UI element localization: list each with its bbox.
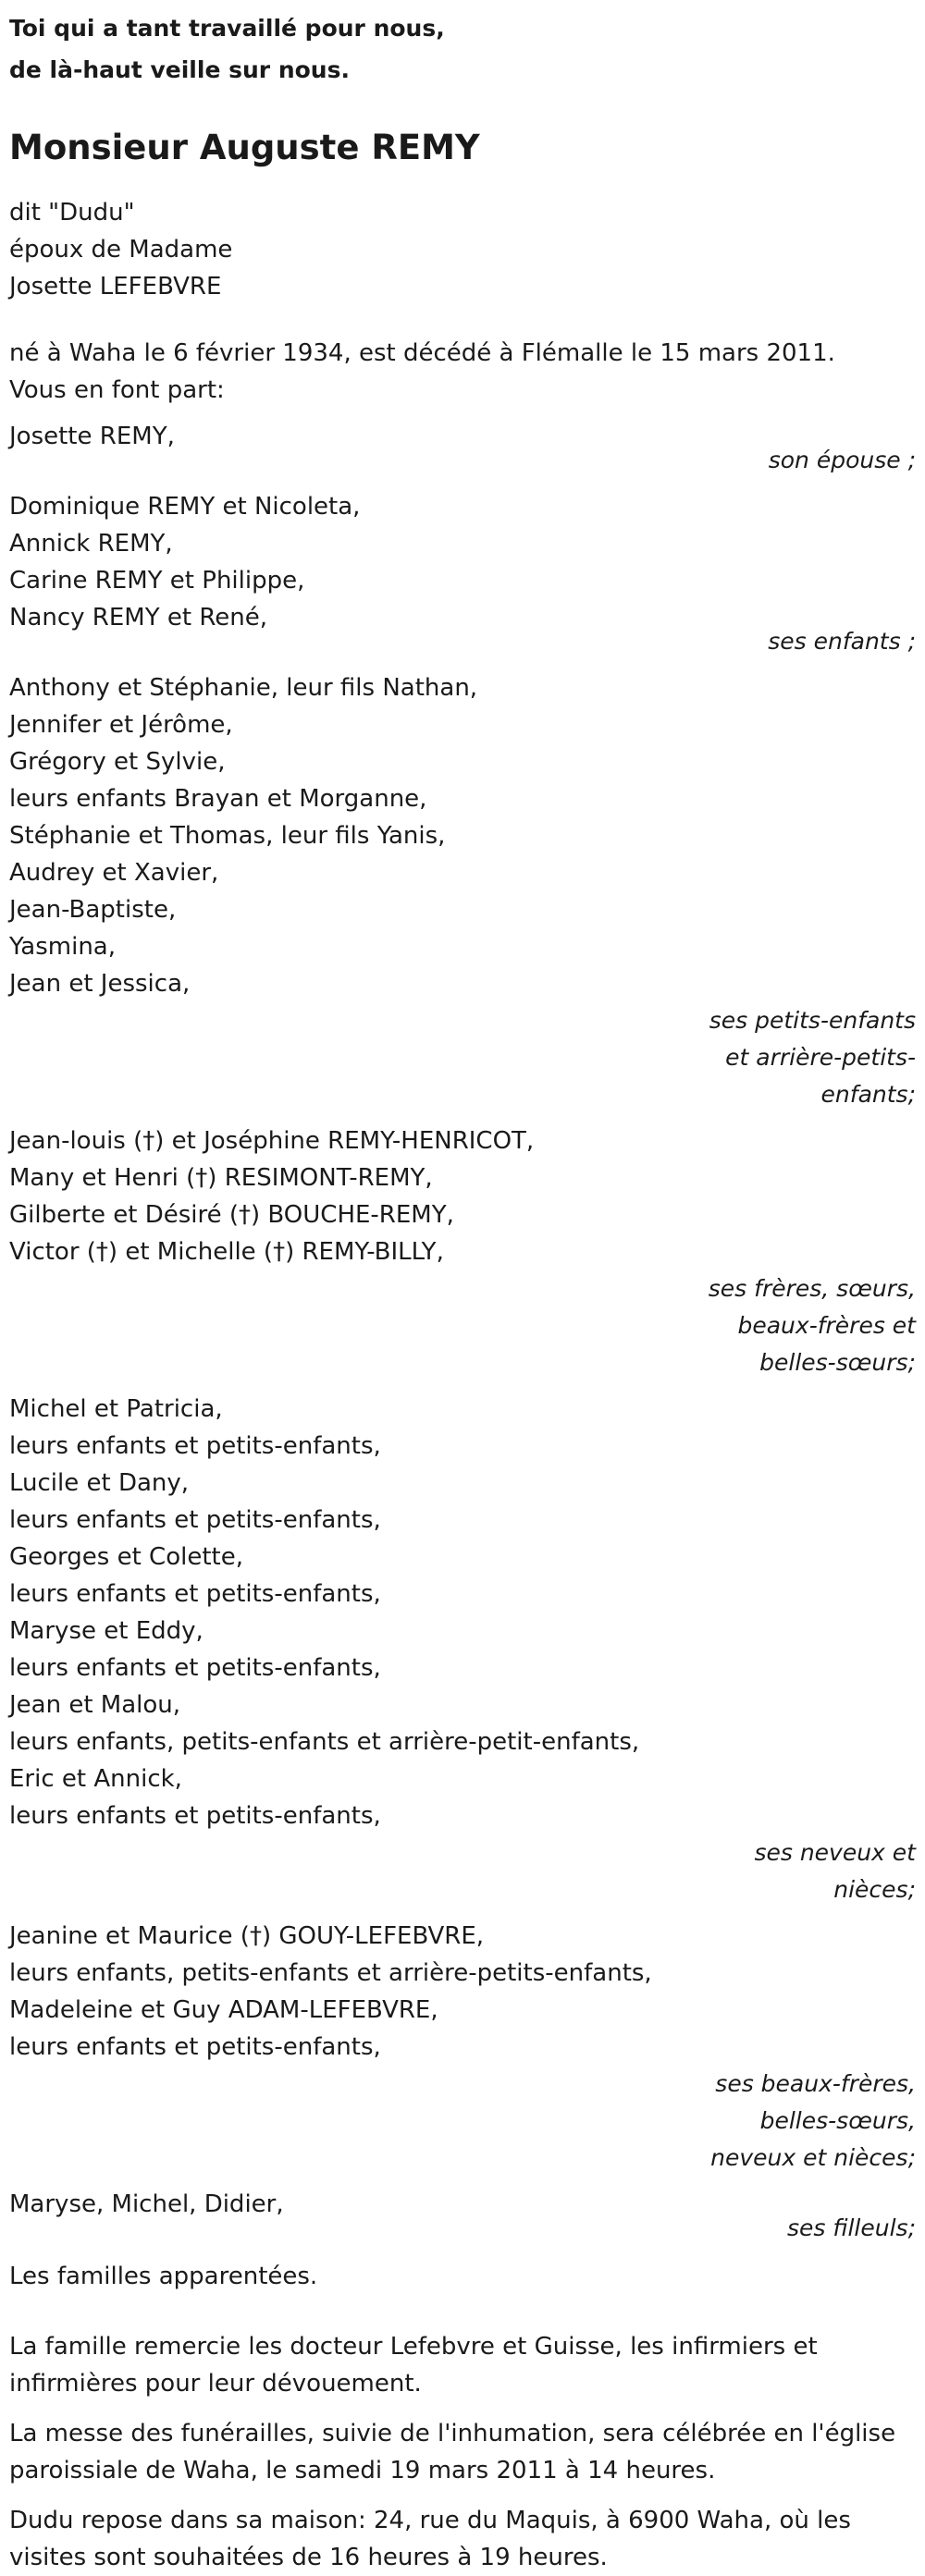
families-line: Les familles apparentées. [9, 2263, 318, 2290]
relationship-line: nièces; [833, 1876, 916, 1903]
mourner-name: leurs enfants et petits-enfants, [9, 2033, 381, 2061]
mourner-name: Carine REMY et Philippe, [9, 567, 305, 595]
funeral-mass-paragraph: La messe des funérailles, suivie de l'inhumation, sera célébrée en l'église paroissiale de Waha, le samedi 19 mars 2011 à 14 heures. [9, 2420, 896, 2484]
mourner-name: Maryse, Michel, Didier, [9, 2190, 284, 2218]
epigraph-line: de là-haut veille sur nous. [9, 56, 350, 83]
intro [9, 194, 916, 305]
mourner-name: leurs enfants, petits-enfants et arrière-petit-enfants, [9, 1728, 640, 1756]
mourner-name: Lucile et Dany, [9, 1469, 190, 1497]
mourner-group [9, 488, 916, 660]
relationship-line: belles-sœurs, [759, 2107, 916, 2134]
announce-line: Vous en font part: [9, 376, 225, 404]
mourner-name: leurs enfants et petits-enfants, [9, 1654, 381, 1682]
mourner-name: Josette REMY, [9, 423, 175, 450]
relationship-label [9, 1270, 916, 1381]
epigraph-line: Toi qui a tant travaillé pour nous, [9, 15, 445, 42]
relationship-line: enfants; [820, 1081, 916, 1108]
relationship-line: ses neveux et [754, 1839, 916, 1866]
relationship-label [9, 1002, 916, 1113]
mourner-group [9, 1391, 916, 1908]
mourner-group [9, 669, 916, 1113]
mourner-name: Yasmina, [9, 933, 117, 961]
mourner-group [9, 1122, 916, 1381]
mourner-name: leurs enfants et petits-enfants, [9, 1506, 381, 1534]
obituary-notice [9, 0, 916, 2576]
mourner-name: Jean et Malou, [9, 1691, 181, 1719]
relationship-line: ses frères, sœurs, [708, 1275, 916, 1302]
epigraph [9, 0, 916, 91]
relationship-line: beaux-frères et [737, 1312, 916, 1339]
intro-line: dit "Dudu" [9, 199, 135, 227]
mourner-name: Jennifer et Jérôme, [9, 711, 233, 739]
mourner-name: Anthony et Stéphanie, leur fils Nathan, [9, 674, 478, 702]
mourner-name: Jeanine et Maurice (†) GOUY-LEFEBVRE, [9, 1922, 485, 1950]
relationship-line: ses enfants ; [768, 628, 916, 655]
relationship-line: ses filleuls; [786, 2214, 916, 2241]
mourner-name: Dominique REMY et Nicoleta, [9, 493, 361, 521]
mourner-name: Stéphanie et Thomas, leur fils Yanis, [9, 822, 446, 850]
mourner-group [9, 1918, 916, 2177]
mourner-name: Gilberte et Désiré (†) BOUCHE-REMY, [9, 1201, 454, 1229]
mourner-name: leurs enfants et petits-enfants, [9, 1580, 381, 1608]
mourner-name: leurs enfants, petits-enfants et arrière-petits-enfants, [9, 1959, 652, 1987]
mourner-name: leurs enfants et petits-enfants, [9, 1432, 381, 1460]
mourner-name: Grégory et Sylvie, [9, 748, 226, 776]
intro-line: Josette LEFEBVRE [9, 273, 222, 301]
mourner-name: Annick REMY, [9, 530, 173, 558]
relationship-line: ses beaux-frères, [715, 2070, 916, 2097]
mourner-name: Madeleine et Guy ADAM-LEFEBVRE, [9, 1996, 438, 2024]
mourner-name: Victor (†) et Michelle (†) REMY-BILLY, [9, 1238, 444, 1266]
intro-line: époux de Madame [9, 236, 233, 264]
mourner-name: Jean et Jessica, [9, 970, 191, 998]
mourner-name: Georges et Colette, [9, 1543, 243, 1571]
mourner-name: Many et Henri (†) RESIMONT-REMY, [9, 1164, 433, 1192]
relationship-line: neveux et nièces; [710, 2144, 916, 2171]
relationship-line: et arrière-petits- [725, 1044, 916, 1071]
mourner-name: Michel et Patricia, [9, 1395, 223, 1423]
relationship-line: ses petits-enfants [709, 1007, 916, 1034]
relationship-label [9, 1834, 916, 1908]
birth-death-line: né à Waha le 6 février 1934, est décédé à Flémalle le 15 mars 2011. [9, 339, 835, 367]
mourner-name: Maryse et Eddy, [9, 1617, 204, 1645]
mourner-group [9, 2186, 916, 2247]
visitation-paragraph: Dudu repose dans sa maison: 24, rue du Maquis, à 6900 Waha, où les visites sont souhaitées de 16 heures à 19 heures. [9, 2507, 851, 2571]
mourner-group [9, 418, 916, 479]
deceased-name: Monsieur Auguste REMY [9, 128, 480, 167]
mourner-name: Jean-louis (†) et Joséphine REMY-HENRICOT, [9, 1127, 535, 1155]
mourner-name: Eric et Annick, [9, 1765, 182, 1793]
relationship-label [9, 2066, 916, 2177]
thanks-paragraph: La famille remercie les docteur Lefebvre et Guisse, les infirmiers et infirmières pour leur dévouement. [9, 2333, 818, 2398]
mourner-name: Audrey et Xavier, [9, 859, 219, 887]
mourner-name: Jean-Baptiste, [9, 896, 177, 924]
mourner-name: leurs enfants Brayan et Morganne, [9, 785, 427, 813]
mourner-name: Nancy REMY et René, [9, 604, 267, 632]
relationship-line: belles-sœurs; [759, 1349, 916, 1376]
relationship-line: son épouse ; [768, 447, 916, 473]
mourner-name: leurs enfants et petits-enfants, [9, 1802, 381, 1830]
